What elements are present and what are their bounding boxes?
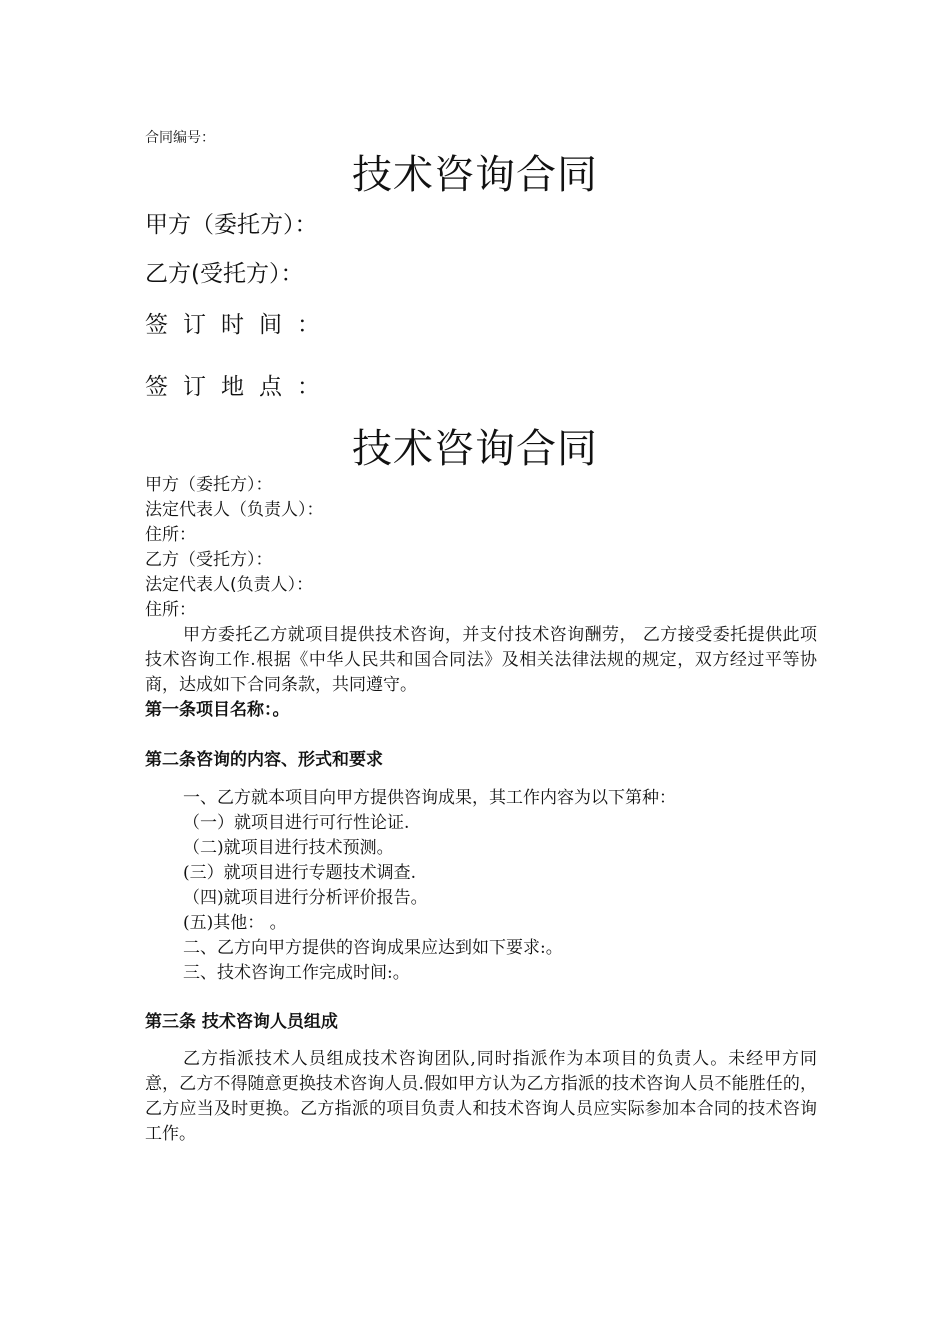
- article-3-heading: 第三条 技术咨询人员组成: [145, 1012, 338, 1032]
- article-2-option-3: (三）就项目进行专题技术调查.: [183, 863, 417, 883]
- cover-sign-time: 签订时间：: [145, 312, 335, 338]
- contract-title: 技术咨询合同: [352, 426, 598, 472]
- article-2-heading: 第二条咨询的内容、形式和要求: [145, 750, 383, 770]
- document-page: [145, 0, 815, 1344]
- cover-sign-place: 签订地点：: [145, 374, 335, 400]
- article-2-intro: 一、乙方就本项目向甲方提供咨询成果，其工作内容为以下第种：: [183, 788, 676, 808]
- article-2-option-1: （一）就项目进行可行性论证.: [183, 813, 410, 833]
- preamble-paragraph: 甲方委托乙方就项目提供技术咨询，并支付技术咨询酬劳， 乙方接受委托提供此项技术咨询工作.根据《中华人民共和国合同法》及相关法律法规的规定，双方经过平等协商，达成如下合同条款，共同遵守。: [145, 625, 817, 695]
- article-3-paragraph: 乙方指派技术人员组成技术咨询团队,同时指派作为本项目的负责人。未经甲方同意，乙方不得随意更换技术咨询人员.假如甲方认为乙方指派的技术咨询人员不能胜任的，乙方应当及时更换。乙方指派的项目负责人和技术咨询人员应实际参加本合同的技术咨询工作。: [145, 1049, 817, 1144]
- article-2-requirement: 二、乙方向甲方提供的咨询成果应达到如下要求:。: [183, 938, 563, 958]
- cover-party-a: 甲方（委托方）：: [145, 212, 318, 238]
- party-b-address-line: 住所：: [145, 600, 196, 620]
- party-b-representative-line: 法定代表人(负责人）：: [145, 575, 314, 595]
- article-2-option-4: （四)就项目进行分析评价报告。: [183, 888, 428, 908]
- article-2-option-5: (五)其他： 。: [183, 913, 287, 933]
- party-b-line: 乙方（受托方）：: [145, 550, 273, 570]
- cover-title: 技术咨询合同: [352, 152, 598, 198]
- party-a-line: 甲方（委托方）：: [145, 475, 273, 495]
- article-2-completion: 三、技术咨询工作完成时间:。: [183, 963, 410, 983]
- party-a-representative-line: 法定代表人（负责人）：: [145, 500, 324, 520]
- party-a-address-line: 住所：: [145, 525, 196, 545]
- cover-party-b: 乙方(受托方）：: [145, 261, 304, 287]
- contract-number-label: 合同编号：: [145, 130, 215, 146]
- article-2-option-2: （二)就项目进行技术预测。: [183, 838, 394, 858]
- article-1-heading: 第一条项目名称：。: [145, 700, 290, 720]
